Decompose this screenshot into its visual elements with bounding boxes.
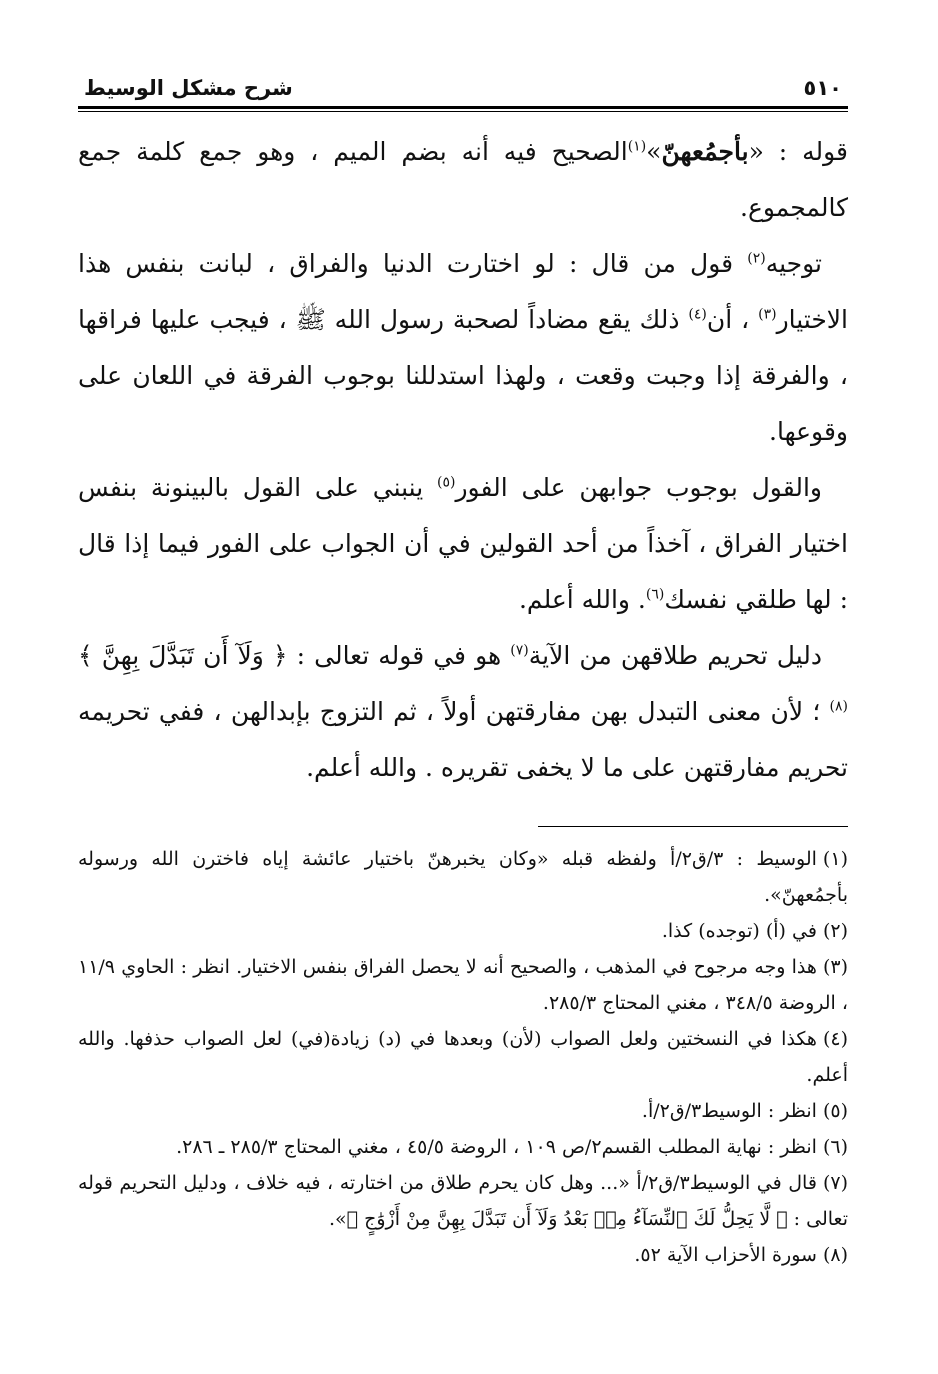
footnote-ref-1[interactable]: (١) [627, 138, 647, 155]
footnote-4: (٤)هكذا في النسختين ولعل الصواب (لأن) وبعدها في (د) زيادة(في) لعل الصواب حذفها. والله أعلم. [78, 1028, 848, 1086]
footnote-2: (٢)في (أ) (توجده) كذا. [661, 920, 848, 942]
footnote-6: (٦)انظر : نهاية المطلب القسم٢/ص ١٠٩ ، الروضة ٤٥/٥ ، مغني المحتاج ٢٨٥/٣ ـ ٢٨٦. [176, 1136, 848, 1158]
page [78, 62, 848, 1273]
footnote-5: (٥)انظر : الوسيط٣/ق٢/أ. [641, 1100, 848, 1122]
paragraph-1: قوله : «بأجمُعهنّ»$^{(١)}$الصحيح فيه أنه بضم الميم ، وهو جمع كلمة جمع كالمجموع. [78, 137, 848, 222]
header-rule [78, 106, 848, 112]
footnote-ref-8[interactable]: (٨) [829, 698, 848, 715]
main-text [78, 124, 848, 796]
paragraph-2: توجيه$^{(٢)}$ قول من قال : لو اختارت الدنيا والفراق ، لبانت بنفس هذا الاختيار$^{(٣)}$ ، أن$^{(٤)}$ ذلك يقع مضاداً لصحبة رسول الله ﷺ ، فيجب عليها فراقها ، والفرقة إذا وجبت وقعت ، ولهذا استدللنا بوجوب الفرقة في اللعان على وقوعها. [78, 249, 848, 446]
footnote-1: (١)الوسيط : ٣/ق٢/أ ولفظه قبله «وكان يخبرهنّ باختيار عائشة إياه فاخترن الله ورسوله بأجمُعهنّ». [78, 848, 848, 906]
footnote-ref-5[interactable]: (٥) [437, 474, 456, 491]
footnote-ref-6[interactable]: (٦) [645, 586, 665, 603]
footnote-7: (٧)قال في الوسيط٣/ق٢/أ «... وهل كان يحرم طلاق من اختارته ، فيه خلاف ، ودليل التحريم قوله تعالى : ﴿ لَّا يَحِلُّ لَكَ ٱلنِّسَآءُ مِنۢ بَعْدُ وَلَآ أَن تَبَدَّلَ بِهِنَّ مِنْ أَزْوَٰجٍ ﴾». [78, 1172, 848, 1230]
footnote-3: (٣)هذا وجه مرجوح في المذهب ، والصحيح أنه لا يحصل الفراق بنفس الاختيار. انظر : الحاوي ١١/٩ ، الروضة ٣٤٨/٥ ، مغني المحتاج ٢٨٥/٣. [78, 956, 848, 1014]
paragraph-3: والقول بوجوب جوابهن على الفور$^{(٥)}$ ينبني على القول بالبينونة بنفس اختيار الفراق ، آخذاً من أحد القولين في أن الجواب على الفور فيما إذا قال : لها طلقي نفسك$^{(٦)}$. والله أعلم. [78, 473, 848, 614]
footnote-ref-2[interactable]: (٢) [747, 250, 766, 267]
running-header [78, 62, 848, 100]
footnotes [78, 841, 848, 1273]
paragraph-4: دليل تحريم طلاقهن من الآية$^{(٧)}$ هو في قوله تعالى : ﴿ وَلَآ أَن تَبَدَّلَ بِهِنَّ ﴾$^{(٨)}$ ؛ لأن معنى التبدل بهن مفارقتهن أولاً ، ثم التزوج بإبدالهن ، ففي تحريمه تحريم مفارقتهن على ما لا يخفى تقريره . والله أعلم. [78, 641, 848, 782]
commented-term: بأجمُعهنّ [661, 137, 749, 166]
footnote-ref-3[interactable]: (٣) [758, 306, 777, 323]
footnote-ref-7[interactable]: (٧) [510, 642, 529, 659]
footnote-separator [538, 826, 848, 827]
book-title: شرح مشكل الوسيط [84, 76, 293, 100]
footnote-8: (٨)سورة الأحزاب الآية ٥٢. [634, 1244, 848, 1266]
footnote-ref-4[interactable]: (٤) [688, 306, 707, 323]
page-number: ٥١٠ [803, 76, 842, 100]
